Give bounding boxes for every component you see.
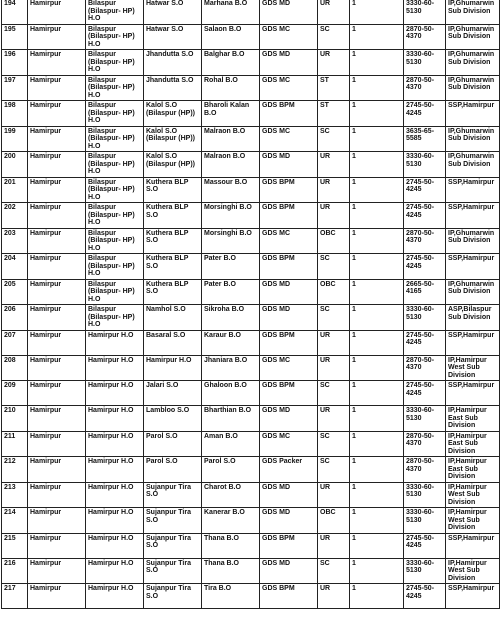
serial-number-cell: 202 [2, 203, 28, 229]
branch-office-cell: Marhana B.O [202, 0, 260, 24]
head-office-cell: Hamirpur H.O [86, 330, 144, 355]
serial-number-cell: 210 [2, 406, 28, 432]
pay-scale-cell: 3330-60-5130 [404, 406, 446, 432]
branch-office-cell: Rohal B.O [202, 75, 260, 101]
sub-office-cell: Namhol S.O [144, 305, 202, 331]
district-cell: Hamirpur [28, 177, 86, 203]
head-office-cell: Hamirpur H.O [86, 381, 144, 406]
head-office-cell: Bilaspur (Bilaspur- HP) H.O [86, 228, 144, 254]
post-name-cell: GDS MD [260, 558, 318, 584]
vacancy-count-cell: 1 [350, 533, 404, 558]
district-cell: Hamirpur [28, 203, 86, 229]
table-row [2, 330, 500, 355]
category-cell: SC [318, 24, 350, 50]
vacancy-count-cell: 1 [350, 508, 404, 534]
recruiting-authority-cell: IP,Ghumarwin Sub Division [446, 75, 500, 101]
recruiting-authority-cell: SSP,Hamirpur [446, 381, 500, 406]
category-cell: UR [318, 152, 350, 178]
table-row [2, 0, 500, 24]
post-name-cell: GDS MC [260, 431, 318, 457]
vacancy-count-cell: 1 [350, 431, 404, 457]
serial-number-cell: 214 [2, 508, 28, 534]
pay-scale-cell: 2870-50-4370 [404, 355, 446, 381]
pay-scale-cell: 2745-50-4245 [404, 101, 446, 127]
post-name-cell: GDS MD [260, 0, 318, 24]
serial-number-cell: 196 [2, 50, 28, 76]
sub-office-cell: Sujanpur Tira S.O [144, 533, 202, 558]
district-cell: Hamirpur [28, 50, 86, 76]
category-cell: UR [318, 203, 350, 229]
vacancy-count-cell: 1 [350, 50, 404, 76]
table-row [2, 508, 500, 534]
sub-office-cell: Sujanpur Tira S.O [144, 508, 202, 534]
table-body [2, 0, 500, 609]
sub-office-cell: Parol S.O [144, 431, 202, 457]
pay-scale-cell: 2870-50-4370 [404, 431, 446, 457]
vacancy-count-cell: 1 [350, 482, 404, 508]
category-cell: UR [318, 0, 350, 24]
sub-office-cell: Lambloo S.O [144, 406, 202, 432]
recruiting-authority-cell: SSP,Hamirpur [446, 330, 500, 355]
category-cell: UR [318, 177, 350, 203]
vacancy-count-cell: 1 [350, 126, 404, 152]
district-cell: Hamirpur [28, 381, 86, 406]
serial-number-cell: 203 [2, 228, 28, 254]
pay-scale-cell: 2745-50-4245 [404, 254, 446, 280]
category-cell: SC [318, 126, 350, 152]
serial-number-cell: 205 [2, 279, 28, 305]
head-office-cell: Bilaspur (Bilaspur- HP) H.O [86, 50, 144, 76]
recruiting-authority-cell: IP,Ghumarwin Sub Division [446, 0, 500, 24]
table-row [2, 254, 500, 280]
post-name-cell: GDS MC [260, 24, 318, 50]
serial-number-cell: 206 [2, 305, 28, 331]
branch-office-cell: Bharthian B.O [202, 406, 260, 432]
sub-office-cell: Kuthera BLP S.O [144, 228, 202, 254]
category-cell: UR [318, 406, 350, 432]
recruiting-authority-cell: SSP,Hamirpur [446, 101, 500, 127]
serial-number-cell: 204 [2, 254, 28, 280]
head-office-cell: Bilaspur (Bilaspur- HP) H.O [86, 279, 144, 305]
sub-office-cell: Hatwar S.O [144, 24, 202, 50]
post-name-cell: GDS BPM [260, 101, 318, 127]
post-name-cell: GDS BPM [260, 381, 318, 406]
sub-office-cell: Kuthera BLP S.O [144, 177, 202, 203]
post-name-cell: GDS MC [260, 126, 318, 152]
district-cell: Hamirpur [28, 152, 86, 178]
sub-office-cell: Kalol S.O (Bilaspur (HP)) [144, 101, 202, 127]
pay-scale-cell: 2870-50-4370 [404, 75, 446, 101]
head-office-cell: Bilaspur (Bilaspur- HP) H.O [86, 75, 144, 101]
category-cell: SC [318, 558, 350, 584]
vacancy-count-cell: 1 [350, 558, 404, 584]
branch-office-cell: Charot B.O [202, 482, 260, 508]
post-name-cell: GDS MD [260, 152, 318, 178]
pay-scale-cell: 3635-65-5585 [404, 126, 446, 152]
branch-office-cell: Pater B.O [202, 254, 260, 280]
table-row [2, 177, 500, 203]
district-cell: Hamirpur [28, 0, 86, 24]
district-cell: Hamirpur [28, 533, 86, 558]
pay-scale-cell: 2665-50-4165 [404, 279, 446, 305]
pay-scale-cell: 2870-50-4370 [404, 228, 446, 254]
vacancy-count-cell: 1 [350, 406, 404, 432]
head-office-cell: Bilaspur (Bilaspur- HP) H.O [86, 24, 144, 50]
recruiting-authority-cell: IP,Ghumarwin Sub Division [446, 152, 500, 178]
district-cell: Hamirpur [28, 482, 86, 508]
category-cell: UR [318, 50, 350, 76]
recruiting-authority-cell: IP,Hamirpur West Sub Division [446, 558, 500, 584]
branch-office-cell: Tira B.O [202, 584, 260, 609]
head-office-cell: Hamirpur H.O [86, 584, 144, 609]
post-name-cell: GDS MD [260, 305, 318, 331]
post-name-cell: GDS Packer [260, 457, 318, 483]
recruiting-authority-cell: IP,Hamirpur East Sub Division [446, 406, 500, 432]
district-cell: Hamirpur [28, 355, 86, 381]
serial-number-cell: 215 [2, 533, 28, 558]
recruiting-authority-cell: IP,Hamirpur West Sub Division [446, 482, 500, 508]
post-name-cell: GDS BPM [260, 254, 318, 280]
district-cell: Hamirpur [28, 330, 86, 355]
head-office-cell: Hamirpur H.O [86, 457, 144, 483]
vacancy-count-cell: 1 [350, 584, 404, 609]
branch-office-cell: Aman B.O [202, 431, 260, 457]
branch-office-cell: Sikroha B.O [202, 305, 260, 331]
sub-office-cell: Hamirpur H.O [144, 355, 202, 381]
sub-office-cell: Sujanpur Tira S.O [144, 482, 202, 508]
category-cell: UR [318, 584, 350, 609]
post-name-cell: GDS BPM [260, 203, 318, 229]
table-row [2, 431, 500, 457]
recruiting-authority-cell: SSP,Hamirpur [446, 203, 500, 229]
category-cell: OBC [318, 279, 350, 305]
district-cell: Hamirpur [28, 228, 86, 254]
post-name-cell: GDS MC [260, 228, 318, 254]
branch-office-cell: Parol S.O [202, 457, 260, 483]
district-cell: Hamirpur [28, 254, 86, 280]
serial-number-cell: 198 [2, 101, 28, 127]
post-name-cell: GDS MC [260, 355, 318, 381]
sub-office-cell: Sujanpur Tira S.O [144, 584, 202, 609]
head-office-cell: Bilaspur (Bilaspur- HP) H.O [86, 177, 144, 203]
branch-office-cell: Balghar B.O [202, 50, 260, 76]
post-name-cell: GDS MD [260, 406, 318, 432]
district-cell: Hamirpur [28, 508, 86, 534]
post-name-cell: GDS MD [260, 508, 318, 534]
head-office-cell: Bilaspur (Bilaspur- HP) H.O [86, 152, 144, 178]
district-cell: Hamirpur [28, 24, 86, 50]
branch-office-cell: Kanerar B.O [202, 508, 260, 534]
pay-scale-cell: 2870-50-4370 [404, 457, 446, 483]
table-row [2, 152, 500, 178]
vacancy-count-cell: 1 [350, 457, 404, 483]
district-cell: Hamirpur [28, 305, 86, 331]
sub-office-cell: Jalari S.O [144, 381, 202, 406]
pay-scale-cell: 3330-60-5130 [404, 558, 446, 584]
head-office-cell: Hamirpur H.O [86, 431, 144, 457]
table-row [2, 457, 500, 483]
post-name-cell: GDS BPM [260, 533, 318, 558]
serial-number-cell: 200 [2, 152, 28, 178]
table-row [2, 50, 500, 76]
table-row [2, 101, 500, 127]
recruiting-authority-cell: SSP,Hamirpur [446, 177, 500, 203]
serial-number-cell: 213 [2, 482, 28, 508]
vacancy-count-cell: 1 [350, 305, 404, 331]
table-row [2, 584, 500, 609]
head-office-cell: Hamirpur H.O [86, 558, 144, 584]
category-cell: SC [318, 254, 350, 280]
vacancy-count-cell: 1 [350, 203, 404, 229]
category-cell: SC [318, 381, 350, 406]
table-row [2, 126, 500, 152]
table-row [2, 305, 500, 331]
branch-office-cell: Massour B.O [202, 177, 260, 203]
pay-scale-cell: 3330-60-5130 [404, 0, 446, 24]
branch-office-cell: Pater B.O [202, 279, 260, 305]
recruiting-authority-cell: IP,Hamirpur East Sub Division [446, 457, 500, 483]
pay-scale-cell: 2745-50-4245 [404, 533, 446, 558]
head-office-cell: Hamirpur H.O [86, 406, 144, 432]
category-cell: ST [318, 75, 350, 101]
district-cell: Hamirpur [28, 584, 86, 609]
head-office-cell: Bilaspur (Bilaspur- HP) H.O [86, 203, 144, 229]
vacancy-count-cell: 1 [350, 177, 404, 203]
sub-office-cell: Kalol S.O (Bilaspur (HP)) [144, 152, 202, 178]
table-row [2, 279, 500, 305]
post-name-cell: GDS MC [260, 75, 318, 101]
pay-scale-cell: 2870-50-4370 [404, 24, 446, 50]
category-cell: SC [318, 457, 350, 483]
recruiting-authority-cell: SSP,Hamirpur [446, 533, 500, 558]
recruiting-authority-cell: SSP,Hamirpur [446, 584, 500, 609]
serial-number-cell: 208 [2, 355, 28, 381]
sub-office-cell: Kuthera BLP S.O [144, 203, 202, 229]
pay-scale-cell: 3330-60-5130 [404, 305, 446, 331]
head-office-cell: Hamirpur H.O [86, 508, 144, 534]
recruiting-authority-cell: IP,Hamirpur West Sub Division [446, 508, 500, 534]
head-office-cell: Hamirpur H.O [86, 482, 144, 508]
head-office-cell: Bilaspur (Bilaspur- HP) H.O [86, 0, 144, 24]
table-row [2, 24, 500, 50]
pay-scale-cell: 3330-60-5130 [404, 50, 446, 76]
pay-scale-cell: 2745-50-4245 [404, 330, 446, 355]
pay-scale-cell: 2745-50-4245 [404, 381, 446, 406]
sub-office-cell: Jhandutta S.O [144, 75, 202, 101]
category-cell: ST [318, 101, 350, 127]
pay-scale-cell: 2745-50-4245 [404, 177, 446, 203]
category-cell: SC [318, 305, 350, 331]
branch-office-cell: Malraon B.O [202, 152, 260, 178]
district-cell: Hamirpur [28, 126, 86, 152]
district-cell: Hamirpur [28, 406, 86, 432]
sub-office-cell: Kuthera BLP S.O [144, 254, 202, 280]
sub-office-cell: Basaral S.O [144, 330, 202, 355]
recruiting-authority-cell: IP,Ghumarwin Sub Division [446, 126, 500, 152]
table-row [2, 482, 500, 508]
recruiting-authority-cell: IP,Ghumarwin Sub Division [446, 228, 500, 254]
table-row [2, 75, 500, 101]
head-office-cell: Bilaspur (Bilaspur- HP) H.O [86, 126, 144, 152]
branch-office-cell: Morsinghi B.O [202, 228, 260, 254]
table-row [2, 533, 500, 558]
table-row [2, 381, 500, 406]
vacancy-count-cell: 1 [350, 330, 404, 355]
vacancy-count-cell: 1 [350, 279, 404, 305]
branch-office-cell: Jhaniara B.O [202, 355, 260, 381]
sub-office-cell: Kuthera BLP S.O [144, 279, 202, 305]
table-row [2, 558, 500, 584]
head-office-cell: Bilaspur (Bilaspur- HP) H.O [86, 305, 144, 331]
pay-scale-cell: 3330-60-5130 [404, 482, 446, 508]
recruiting-authority-cell: IP,Ghumarwin Sub Division [446, 50, 500, 76]
post-name-cell: GDS BPM [260, 177, 318, 203]
branch-office-cell: Malraon B.O [202, 126, 260, 152]
serial-number-cell: 195 [2, 24, 28, 50]
serial-number-cell: 209 [2, 381, 28, 406]
recruiting-authority-cell: IP,Ghumarwin Sub Division [446, 24, 500, 50]
vacancy-table [1, 0, 500, 609]
sub-office-cell: Parol S.O [144, 457, 202, 483]
branch-office-cell: Thana B.O [202, 533, 260, 558]
district-cell: Hamirpur [28, 101, 86, 127]
sub-office-cell: Kalol S.O (Bilaspur (HP)) [144, 126, 202, 152]
head-office-cell: Bilaspur (Bilaspur- HP) H.O [86, 101, 144, 127]
table-row [2, 406, 500, 432]
vacancy-count-cell: 1 [350, 228, 404, 254]
post-name-cell: GDS MD [260, 482, 318, 508]
vacancy-count-cell: 1 [350, 24, 404, 50]
serial-number-cell: 211 [2, 431, 28, 457]
category-cell: OBC [318, 508, 350, 534]
branch-office-cell: Bharoli Kalan B.O [202, 101, 260, 127]
branch-office-cell: Morsinghi B.O [202, 203, 260, 229]
pay-scale-cell: 3330-60-5130 [404, 152, 446, 178]
category-cell: UR [318, 533, 350, 558]
vacancy-count-cell: 1 [350, 381, 404, 406]
branch-office-cell: Salaon B.O [202, 24, 260, 50]
table-row [2, 228, 500, 254]
sub-office-cell: Sujanpur Tira S.O [144, 558, 202, 584]
post-name-cell: GDS MD [260, 279, 318, 305]
category-cell: SC [318, 431, 350, 457]
vacancy-count-cell: 1 [350, 75, 404, 101]
post-name-cell: GDS BPM [260, 584, 318, 609]
serial-number-cell: 197 [2, 75, 28, 101]
serial-number-cell: 194 [2, 0, 28, 24]
vacancy-count-cell: 1 [350, 152, 404, 178]
head-office-cell: Bilaspur (Bilaspur- HP) H.O [86, 254, 144, 280]
serial-number-cell: 216 [2, 558, 28, 584]
vacancy-count-cell: 1 [350, 101, 404, 127]
post-name-cell: GDS BPM [260, 330, 318, 355]
pay-scale-cell: 2745-50-4245 [404, 203, 446, 229]
recruiting-authority-cell: ASP,Bilaspur Sub Division [446, 305, 500, 331]
district-cell: Hamirpur [28, 457, 86, 483]
recruiting-authority-cell: IP,Ghumarwin Sub Division [446, 279, 500, 305]
recruiting-authority-cell: IP,Hamirpur East Sub Division [446, 431, 500, 457]
pay-scale-cell: 3330-60-5130 [404, 508, 446, 534]
pay-scale-cell: 2745-50-4245 [404, 584, 446, 609]
category-cell: UR [318, 482, 350, 508]
vacancy-count-cell: 1 [350, 0, 404, 24]
district-cell: Hamirpur [28, 558, 86, 584]
branch-office-cell: Karaur B.O [202, 330, 260, 355]
category-cell: UR [318, 330, 350, 355]
branch-office-cell: Thana B.O [202, 558, 260, 584]
district-cell: Hamirpur [28, 431, 86, 457]
table-row [2, 203, 500, 229]
head-office-cell: Hamirpur H.O [86, 355, 144, 381]
vacancy-count-cell: 1 [350, 254, 404, 280]
serial-number-cell: 212 [2, 457, 28, 483]
vacancy-count-cell: 1 [350, 355, 404, 381]
district-cell: Hamirpur [28, 75, 86, 101]
sub-office-cell: Hatwar S.O [144, 0, 202, 24]
table-row [2, 355, 500, 381]
category-cell: OBC [318, 228, 350, 254]
serial-number-cell: 201 [2, 177, 28, 203]
category-cell: UR [318, 355, 350, 381]
post-name-cell: GDS MD [260, 50, 318, 76]
recruiting-authority-cell: IP,Hamirpur West Sub Division [446, 355, 500, 381]
serial-number-cell: 217 [2, 584, 28, 609]
head-office-cell: Hamirpur H.O [86, 533, 144, 558]
sub-office-cell: Jhandutta S.O [144, 50, 202, 76]
serial-number-cell: 207 [2, 330, 28, 355]
branch-office-cell: Ghaloon B.O [202, 381, 260, 406]
recruiting-authority-cell: SSP,Hamirpur [446, 254, 500, 280]
district-cell: Hamirpur [28, 279, 86, 305]
serial-number-cell: 199 [2, 126, 28, 152]
